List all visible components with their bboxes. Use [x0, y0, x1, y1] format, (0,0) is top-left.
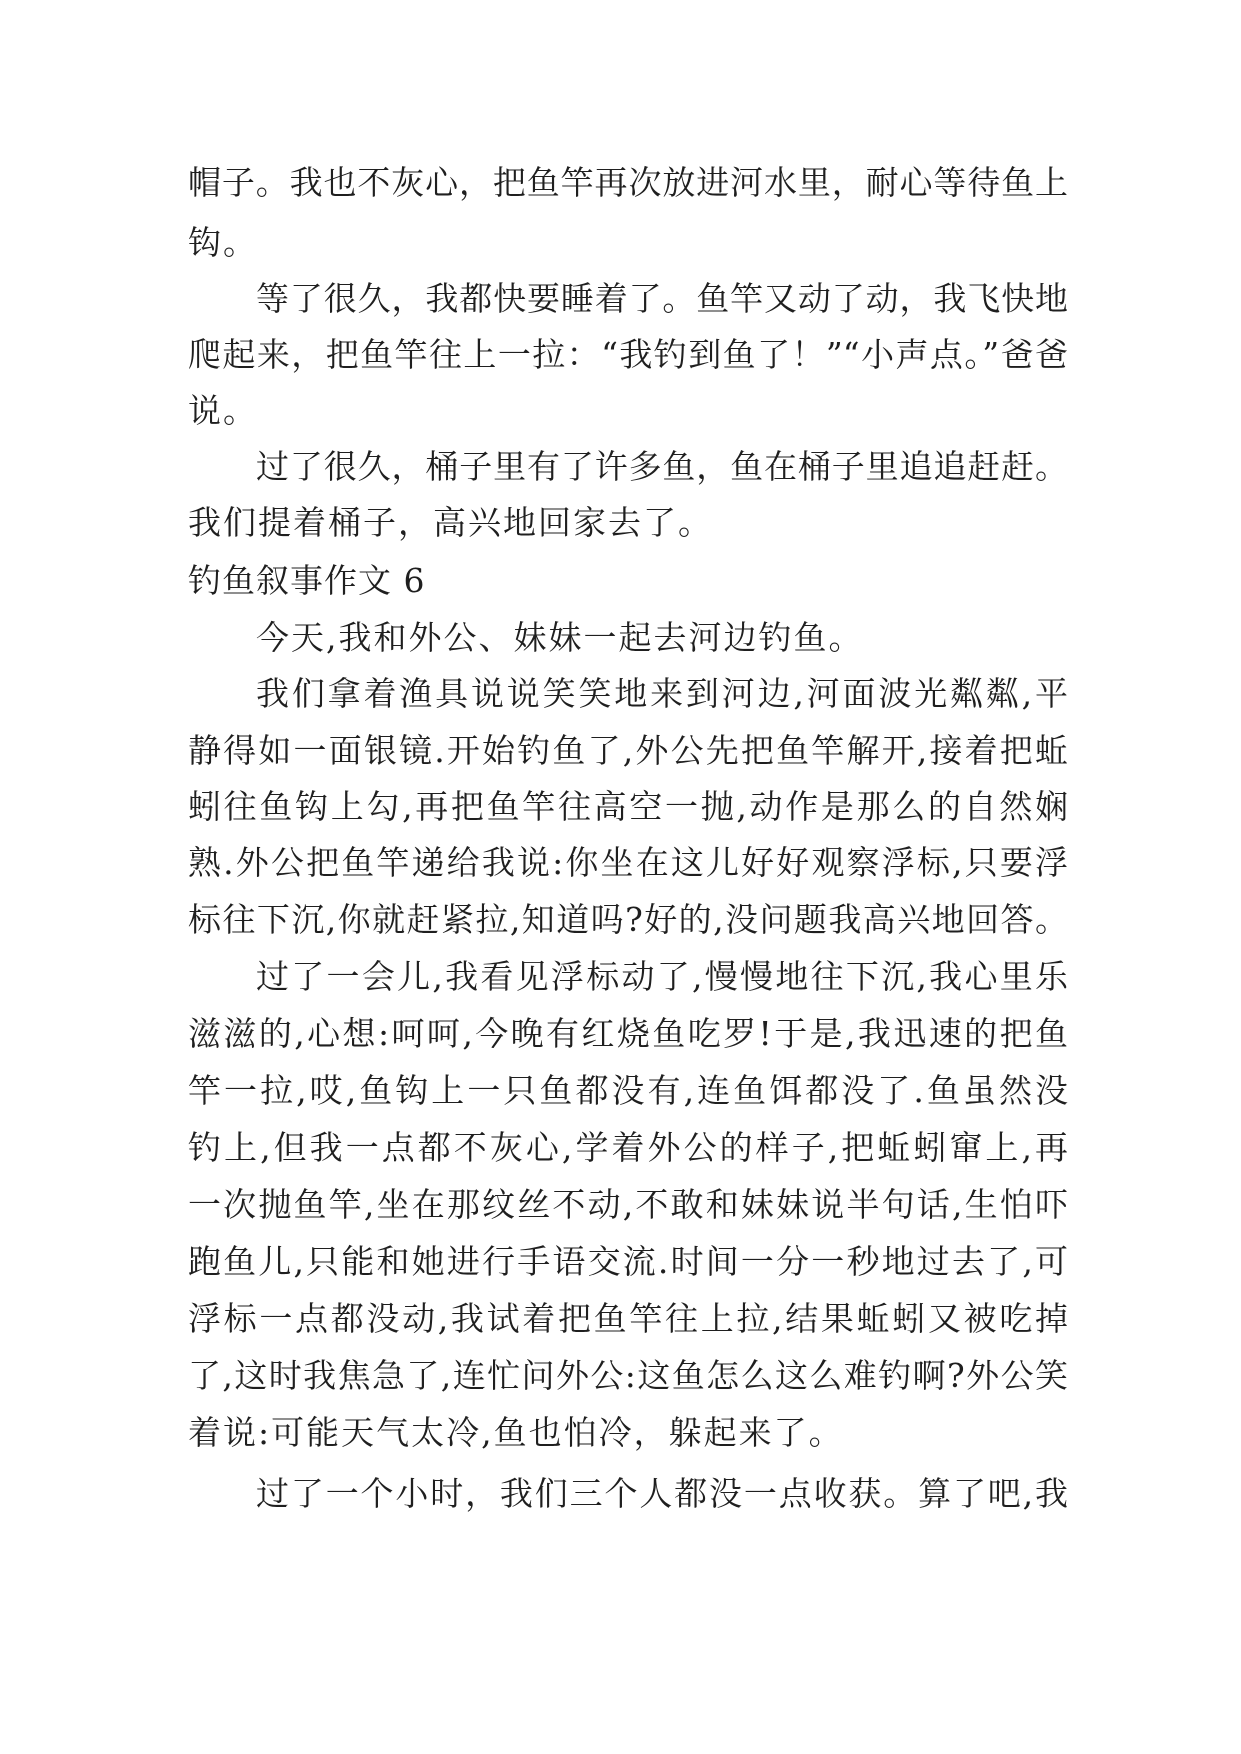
- section-heading: 钓鱼叙事作文 6: [188, 561, 426, 600]
- text-line: 过了一个小时，我们三个人都没一点收获。算了吧,我: [256, 1474, 1068, 1513]
- text-line: 静得如一面银镜.开始钓鱼了,外公先把鱼竿解开,接着把蚯: [188, 731, 1068, 770]
- text-line: 钓上,但我一点都不灰心,学着外公的样子,把蚯蚓窜上,再: [188, 1128, 1068, 1167]
- text-line: 过了一会儿,我看见浮标动了,慢慢地往下沉,我心里乐: [256, 957, 1068, 996]
- text-line: 蚓往鱼钩上勾,再把鱼竿往高空一抛,动作是那么的自然娴: [188, 787, 1068, 826]
- text-line: 说。: [188, 391, 258, 430]
- text-line: 浮标一点都没动,我试着把鱼竿往上拉,结果蚯蚓又被吃掉: [188, 1299, 1068, 1338]
- text-line: 滋滋的,心想:呵呵,今晚有红烧鱼吃罗!于是,我迅速的把鱼: [188, 1014, 1068, 1053]
- text-line: 跑鱼儿,只能和她进行手语交流.时间一分一秒地过去了,可: [188, 1242, 1068, 1281]
- text-line: 一次抛鱼竿,坐在那纹丝不动,不敢和妹妹说半句话,生怕吓: [188, 1185, 1068, 1224]
- text-line: 熟.外公把鱼竿递给我说:你坐在这儿好好观察浮标,只要浮: [188, 843, 1068, 882]
- text-line: 钩。: [188, 223, 258, 262]
- text-line: 过了很久，桶子里有了许多鱼，鱼在桶子里追追赶赶。: [256, 447, 1068, 486]
- text-line: 爬起来，把鱼竿往上一拉：“我钓到鱼了！”“小声点。”爸爸: [188, 335, 1068, 374]
- text-line: 我们拿着渔具说说笑笑地来到河边,河面波光粼粼,平: [256, 674, 1068, 713]
- text-line: 着说:可能天气太冷,鱼也怕冷，躲起来了。: [188, 1413, 844, 1452]
- text-line: 标往下沉,你就赶紧拉,知道吗?好的,没问题我高兴地回答。: [188, 900, 1068, 939]
- text-line: 了,这时我焦急了,连忙问外公:这鱼怎么这么难钓啊?外公笑: [188, 1356, 1068, 1395]
- text-line: 帽子。我也不灰心，把鱼竿再次放进河水里，耐心等待鱼上: [188, 163, 1068, 202]
- text-line: 等了很久，我都快要睡着了。鱼竿又动了动，我飞快地: [256, 279, 1068, 318]
- text-line: 我们提着桶子，高兴地回家去了。: [188, 503, 713, 542]
- text-line: 竿一拉,哎,鱼钩上一只鱼都没有,连鱼饵都没了.鱼虽然没: [188, 1071, 1068, 1110]
- text-line: 今天,我和外公、妹妹一起去河边钓鱼。: [256, 618, 864, 657]
